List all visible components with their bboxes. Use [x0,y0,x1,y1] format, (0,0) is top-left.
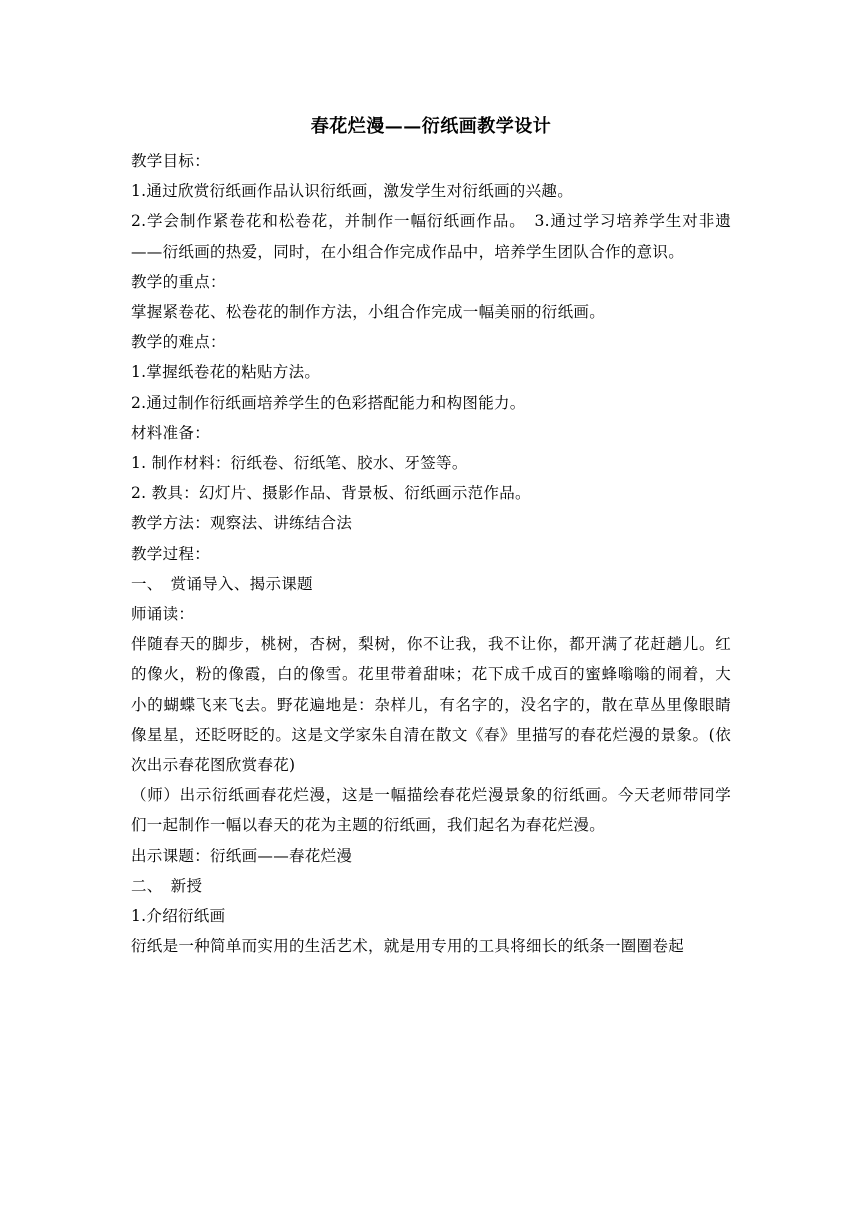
goal-item-2-3: 2.学会制作紧卷花和松卷花，并制作一幅衍纸画作品。 3.通过学习培养学生对非遗——衍纸画的热爱，同时，在小组合作完成作品中，培养学生团队合作的意识。 [131,212,731,261]
teacher-intro-paragraph: （师）出示衍纸画春花烂漫，这是一幅描绘春花烂漫景象的衍纸画。今天老师带同学们一起制作一幅以春天的花为主题的衍纸画，我们起名为春花烂漫。 [131,786,731,835]
document-page [131,112,731,961]
show-topic: 出示课题：衍纸画——春花烂漫 [131,846,353,865]
heading-materials: 材料准备： [131,423,211,442]
section-2-heading: 二、 新授 [131,876,203,895]
document-title: 春花烂漫——衍纸画教学设计 [310,116,552,137]
recitation-paragraph: 伴随春天的脚步，桃树，杏树，梨树，你不让我，我不让你，都开满了花赶趟儿。红的像火，粉的像霞，白的像雪。花里带着甜味；花下成千成百的蜜蜂嗡嗡的闹着，大小的蝴蝶飞来飞去。野花遍地是：杂样儿，有名字的，没名字的，散在草丛里像眼睛像星星，还眨呀眨的。这是文学家朱自清在散文《春》里描写的春花烂漫的景象。(依次出示春花图欣赏春花) [131,635,731,775]
subsection-1-heading: 1.介绍衍纸画 [131,907,226,926]
materials-item-2: 2. 教具：幻灯片、摄影作品、背景板、衍纸画示范作品。 [131,484,531,503]
heading-key-points: 教学的重点： [131,272,226,291]
key-points-text: 掌握紧卷花、松卷花的制作方法，小组合作完成一幅美丽的衍纸画。 [131,303,606,322]
difficulty-item-1: 1.掌握纸卷花的粘贴方法。 [131,363,321,382]
heading-difficulties: 教学的难点： [131,333,226,352]
heading-teaching-goals: 教学目标： [131,152,211,170]
teaching-methods: 教学方法：观察法、讲练结合法 [131,514,353,533]
teacher-recites-label: 师诵读： [131,605,195,624]
difficulty-item-2: 2.通过制作衍纸画培养学生的色彩搭配能力和构图能力。 [131,393,526,412]
quilling-intro-paragraph: 衍纸是一种简单而实用的生活艺术，就是用专用的工具将细长的纸条一圈圈卷起 [131,937,685,956]
section-1-heading: 一、 赏诵导入、揭示课题 [131,574,313,593]
goal-item-1: 1.通过欣赏衍纸画作品认识衍纸画，激发学生对衍纸画的兴趣。 [131,182,573,201]
heading-process: 教学过程： [131,544,211,563]
materials-item-1: 1. 制作材料：衍纸卷、衍纸笔、胶水、牙签等。 [131,454,468,473]
